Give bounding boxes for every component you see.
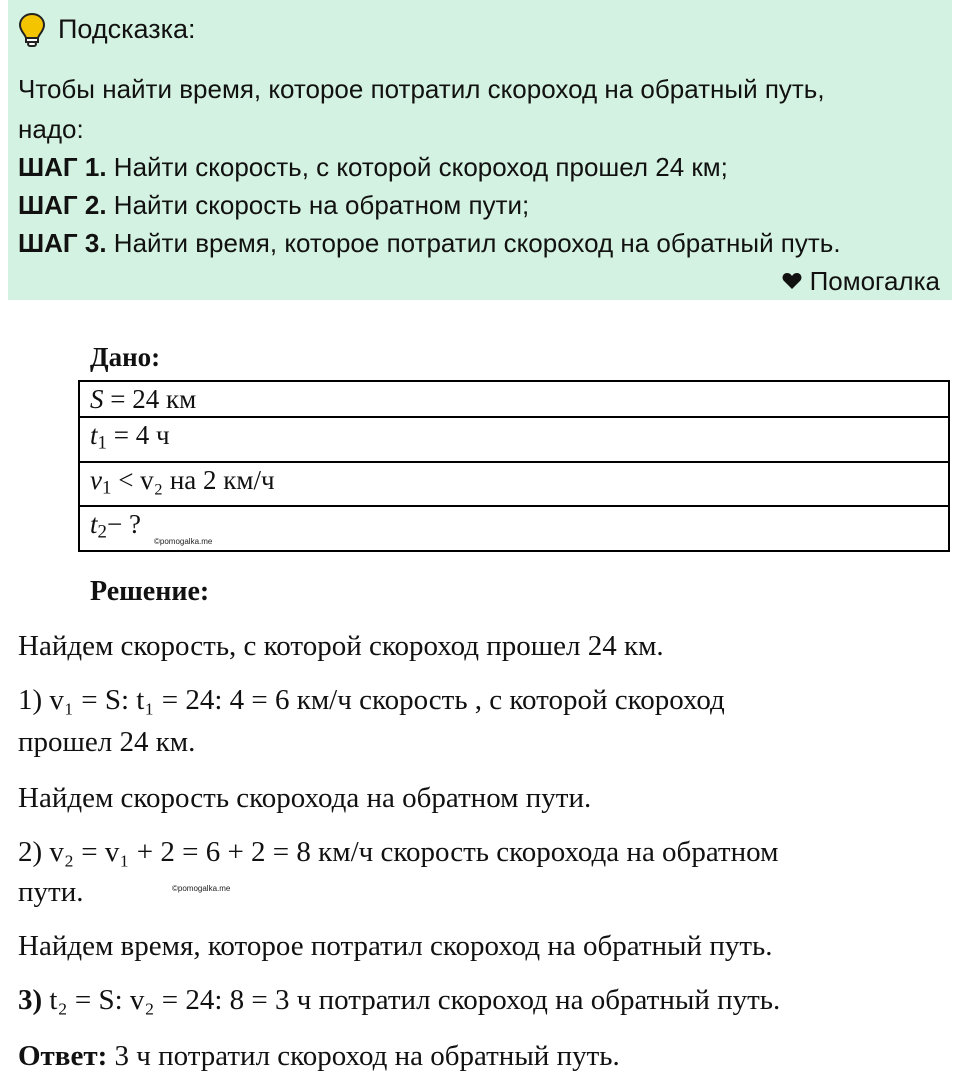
given-value: − ? [106, 509, 141, 540]
step-3-label: ШАГ 3. [18, 228, 107, 258]
solution-step-2a: 2) v₂ = v₁ + 2 = 6 + 2 = 8 км/ч скорость скорохода на обратном [18, 836, 779, 868]
answer-label: Ответ: [18, 1040, 108, 1072]
given-value: = 4 ч [106, 420, 170, 450]
hint-intro-1: Чтобы найти время, которое потратил скороход на обратный путь, [18, 74, 825, 104]
given-value: = 24 км [103, 384, 197, 414]
solution-step-1b: прошел 24 км. [18, 726, 196, 758]
solution-p2: Найдем скорость скорохода на обратном пути. [18, 782, 592, 814]
answer-text: 3 ч потратил скороход на обратный путь. [107, 1040, 620, 1072]
given-table [78, 380, 950, 552]
step-1-text: Найти скорость, с которой скороход прошел 24 км; [106, 152, 728, 182]
hint-step-1 [18, 152, 728, 183]
step-2-text: Найти скорость на обратном пути; [106, 190, 530, 220]
hint-title: Подсказка: [58, 14, 196, 44]
watermark: ©pomogalka.me [172, 884, 231, 893]
given-row [79, 462, 949, 507]
heart-icon [782, 272, 802, 290]
brand-label [782, 266, 940, 297]
given-sub: 1 [97, 432, 107, 454]
hint-step-2 [18, 190, 529, 221]
lightbulb-icon [18, 12, 46, 48]
given-title: Дано: [90, 342, 161, 372]
step-2-label: ШАГ 2. [18, 190, 107, 220]
solution-p1: Найдем скорость, с которой скороход прошел 24 км. [18, 630, 664, 662]
watermark: ©pomogalka.me [154, 537, 213, 546]
hint-intro-2: надо: [18, 114, 84, 144]
given-sub: 2 [97, 522, 107, 544]
brand-text: Помогалка [809, 266, 940, 296]
step-3-number: 3) [18, 984, 43, 1016]
hint-step-3 [18, 228, 841, 259]
solution-p3: Найдем время, которое потратил скороход на обратный путь. [18, 930, 773, 962]
solution-step-1a: 1) v₁ = S: t₁ = 24: 4 = 6 км/ч скорость , с которой скороход [18, 684, 725, 716]
given-var: t [90, 420, 98, 450]
given-sub: 1 [101, 477, 112, 499]
given-row [79, 417, 949, 462]
step-3-text: Найти время, которое потратил скороход на обратный путь. [106, 228, 841, 258]
solution-title: Решение: [90, 576, 210, 607]
step-1-label: ШАГ 1. [18, 152, 107, 182]
given-value: < v₂ на 2 км/ч [111, 464, 275, 495]
given-row [79, 381, 949, 417]
given-var: t [90, 509, 98, 540]
solution-step-3 [18, 984, 780, 1017]
answer-line [18, 1040, 620, 1073]
given-var: v [90, 464, 102, 495]
solution-step-2b: пути. [18, 876, 84, 908]
step-3-formula: t₂ = S: v₂ = 24: 8 = 3 ч потратил скороход на обратный путь. [42, 984, 781, 1016]
given-var: S [90, 384, 104, 414]
